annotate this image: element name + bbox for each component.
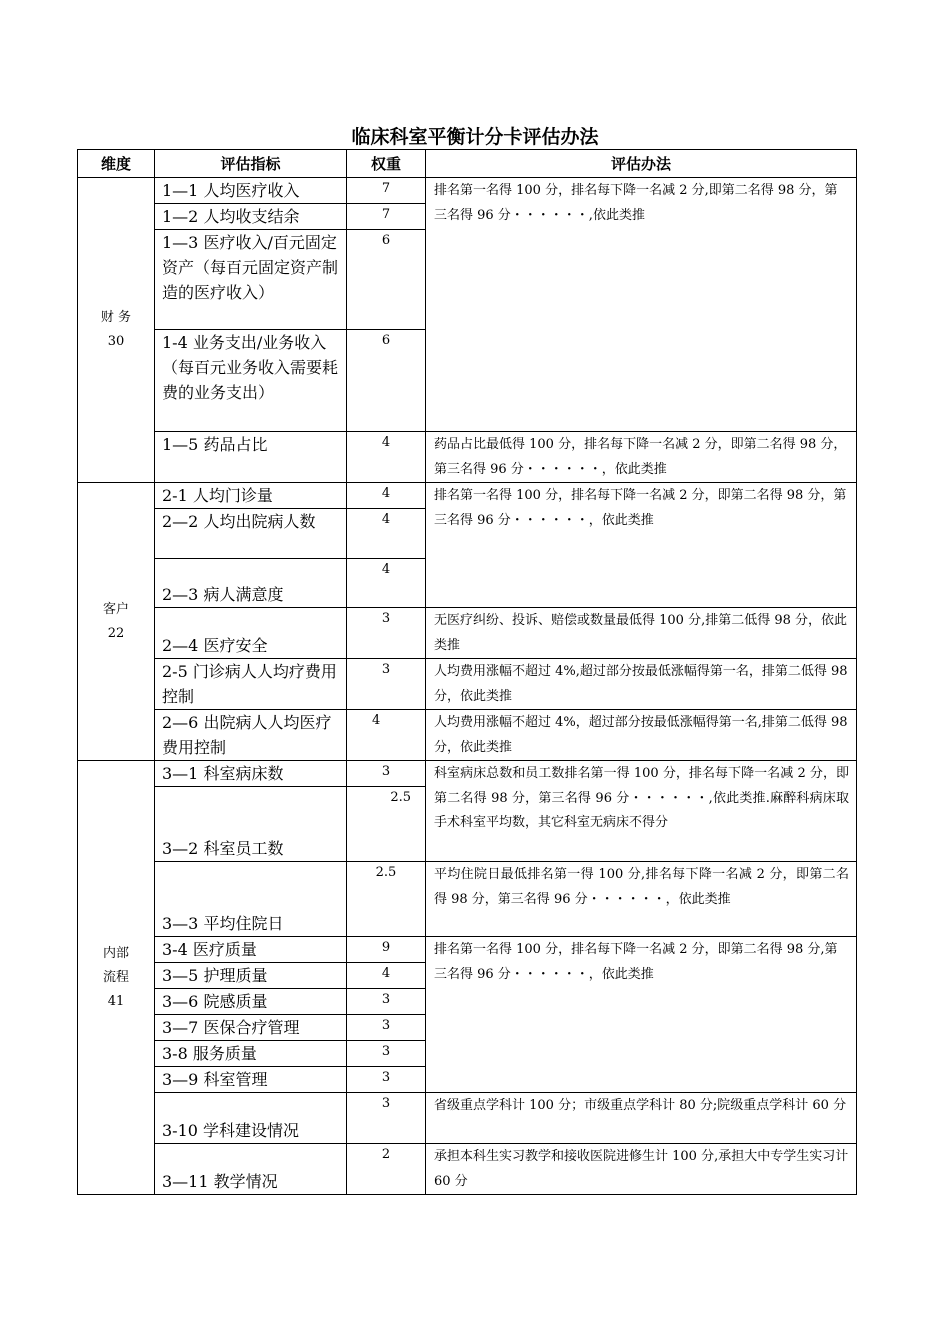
weight-cell: 3 [347,659,426,710]
weight-cell: 3 [347,1093,426,1144]
weight-cell: 6 [347,230,426,330]
indicator-cell: 2—6 出院病人人均医疗费用控制 [155,710,347,761]
indicator-cell: 1—5 药品占比 [155,432,347,483]
weight-cell: 7 [347,178,426,204]
dimension-process [78,761,155,1195]
weight-cell: 4 [347,963,426,989]
indicator-cell: 3-8 服务质量 [155,1041,347,1067]
table-row [78,432,857,483]
indicator-cell: 3-4 医疗质量 [155,937,347,963]
method-cell: 药品占比最低得 100 分，排名每下降一名减 2 分，即第二名得 98 分，第三名得 96 分・・・・・・，依此类推 [426,432,857,483]
header-indicator: 评估指标 [155,150,347,178]
weight-cell: 4 [347,559,426,608]
indicator-cell: 2—3 病人满意度 [155,559,347,608]
weight-cell: 7 [347,204,426,230]
table-row [78,608,857,659]
weight-cell: 4 [347,432,426,483]
weight-cell: 2.5 [347,862,426,937]
table-row [78,761,857,787]
method-cell: 排名第一名得 100 分，排名每下降一名减 2 分,即第二名得 98 分，第三名得 96 分・・・・・・,依此类推 [426,178,857,432]
indicator-cell: 1—1 人均医疗收入 [155,178,347,204]
dimension-score: 30 [107,334,125,349]
table-row [78,178,857,204]
weight-cell: 2 [347,1144,426,1195]
indicator-cell: 1—3 医疗收入/百元固定资产（每百元固定资产制造的医疗收入） [155,230,347,330]
dimension-customer [78,483,155,761]
method-cell: 无医疗纠纷、投诉、赔偿或数量最低得 100 分,排第二低得 98 分，依此类推 [426,608,857,659]
table-row [78,659,857,710]
header-weight: 权重 [347,150,426,178]
method-cell: 平均住院日最低排名第一得 100 分,排名每下降一名减 2 分，即第二名得 98 分，第三名得 96 分・・・・・・，依此类推 [426,862,857,937]
weight-cell: 3 [347,1015,426,1041]
indicator-cell: 3—11 教学情况 [155,1144,347,1195]
dimension-label: 财 务 [100,310,132,325]
header-method: 评估办法 [426,150,857,178]
table-row [78,1144,857,1195]
evaluation-table [77,149,857,1195]
table-row [78,710,857,761]
indicator-cell: 3—1 科室病床数 [155,761,347,787]
dimension-score: 22 [107,625,125,641]
indicator-cell: 3—3 平均住院日 [155,862,347,937]
weight-cell: 3 [347,761,426,787]
weight-cell: 4 [347,509,426,559]
indicator-cell: 2-5 门诊病人人均疗费用控制 [155,659,347,710]
table-row [78,862,857,937]
document-title: 临床科室平衡计分卡评估办法 [351,126,599,148]
table-row [78,1093,857,1144]
weight-cell: 6 [347,330,426,432]
indicator-cell: 3-10 学科建设情况 [155,1093,347,1144]
header-dimension: 维度 [78,150,155,178]
indicator-cell: 3—6 院感质量 [155,989,347,1015]
dimension-score: 41 [107,993,125,1009]
method-cell: 排名第一名得 100 分，排名每下降一名减 2 分，即第二名得 98 分，第三名得 96 分・・・・・・，依此类推 [426,483,857,608]
indicator-cell: 3—7 医保合疗管理 [155,1015,347,1041]
method-cell: 科室病床总数和员工数排名第一得 100 分，排名每下降一名减 2 分，即第二名得 98 分，第三名得 96 分・・・・・・,依此类推.麻醉科病床取手术科室平均数，其它科室无病床不得分 [426,761,857,862]
indicator-cell: 2—2 人均出院病人数 [155,509,347,559]
table-row [78,483,857,509]
indicator-cell: 3—9 科室管理 [155,1067,347,1093]
method-cell: 省级重点学科计 100 分；市级重点学科计 80 分;院级重点学科计 60 分 [426,1093,857,1144]
header-row [78,150,857,178]
weight-cell: 4 [347,710,426,761]
weight-cell: 2.5 [347,787,426,862]
weight-cell: 3 [347,989,426,1015]
dimension-label: 内部 [102,945,129,961]
dimension-label: 客户 [102,601,129,617]
indicator-cell: 3—2 科室员工数 [155,787,347,862]
indicator-cell: 2—4 医疗安全 [155,608,347,659]
dimension-label: 流程 [102,969,129,985]
weight-cell: 3 [347,608,426,659]
weight-cell: 3 [347,1067,426,1093]
indicator-cell: 1—2 人均收支结余 [155,204,347,230]
weight-cell: 4 [347,483,426,509]
table-row [78,937,857,963]
dimension-finance [78,178,155,483]
method-cell: 承担本科生实习教学和接收医院进修生计 100 分,承担大中专学生实习计 60 分 [426,1144,857,1195]
weight-cell: 9 [347,937,426,963]
weight-cell: 3 [347,1041,426,1067]
method-cell: 排名第一名得 100 分，排名每下降一名减 2 分，即第二名得 98 分,第三名得 96 分・・・・・・，依此类推 [426,937,857,1093]
indicator-cell: 3—5 护理质量 [155,963,347,989]
indicator-cell: 1-4 业务支出/业务收入（每百元业务收入需要耗费的业务支出） [155,330,347,432]
method-cell: 人均费用涨幅不超过 4%，超过部分按最低涨幅得第一名,排第二低得 98 分，依此类推 [426,710,857,761]
method-cell: 人均费用涨幅不超过 4%,超过部分按最低涨幅得第一名，排第二低得 98 分，依此类推 [426,659,857,710]
indicator-cell: 2-1 人均门诊量 [155,483,347,509]
